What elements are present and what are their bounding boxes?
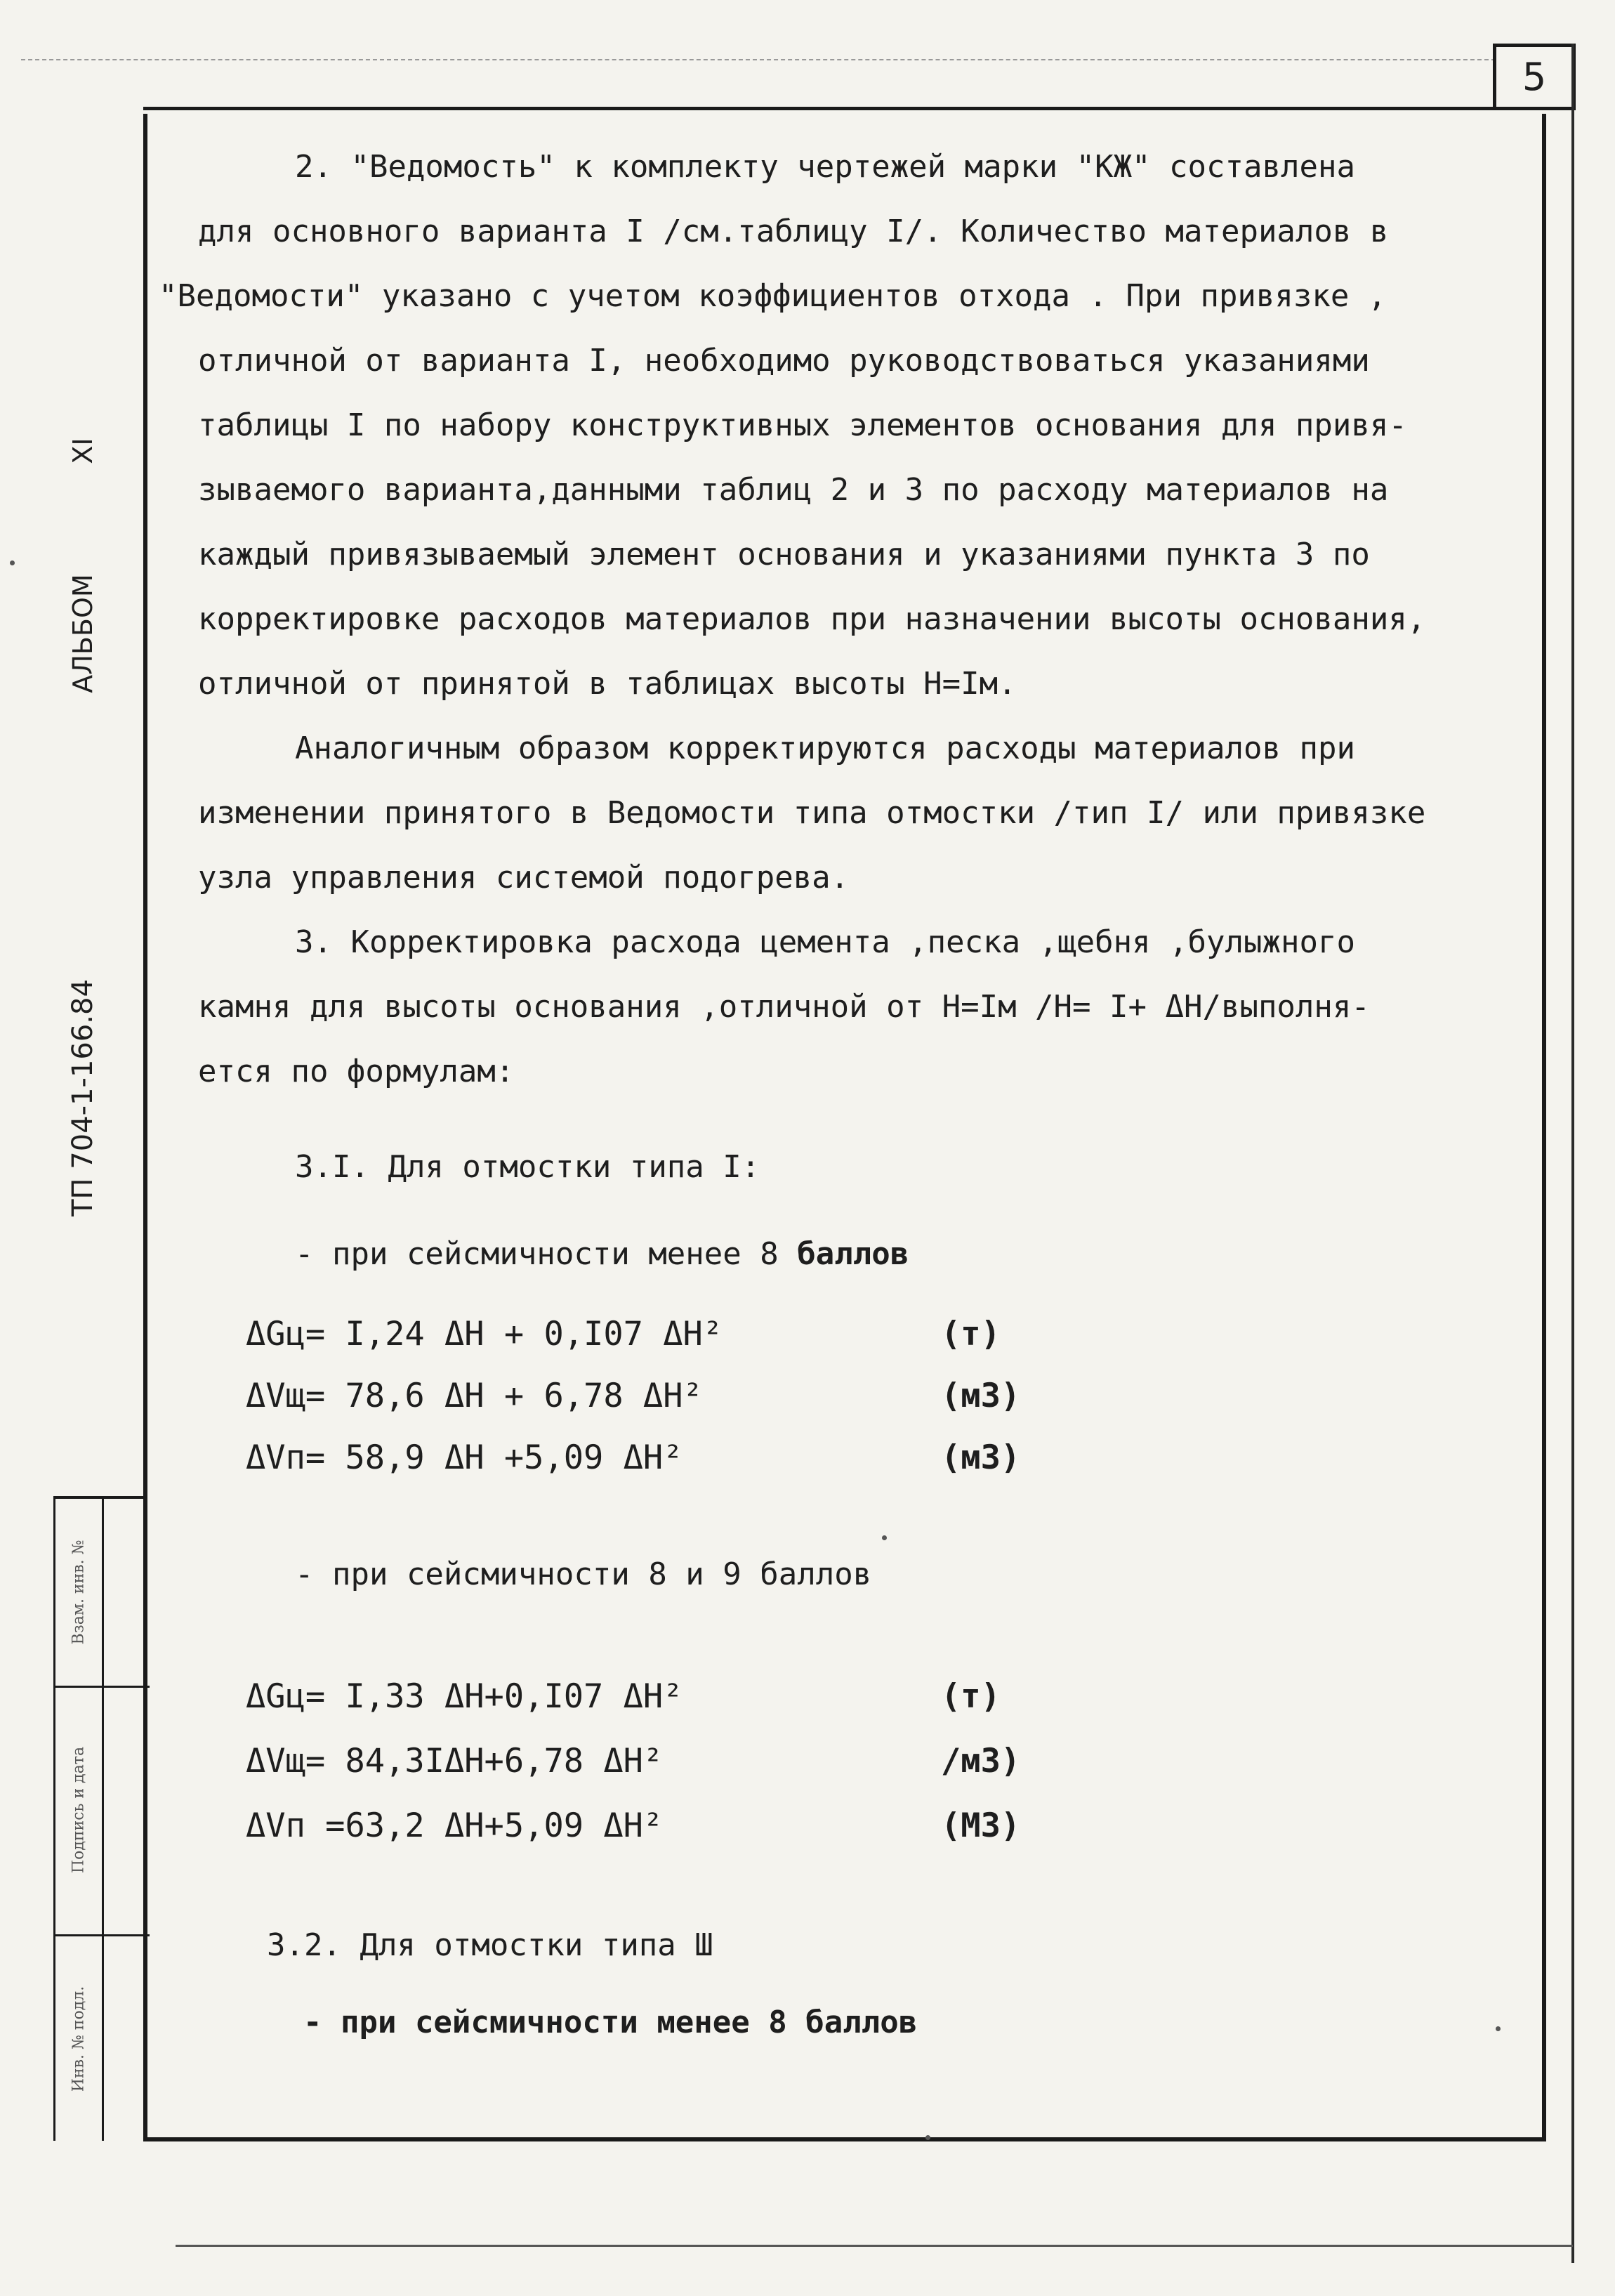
frame-top-line [143,107,1576,110]
paragraph-line: Аналогичным образом корректируются расходы материалов при [295,730,1355,766]
side-label-album-number: XI [67,438,98,464]
formula-expression: ΔGц= I,24 ΔH + 0,I07 ΔH² [246,1315,723,1353]
scan-speck [925,2135,930,2140]
stamp-table: Взам. инв. № Подпись и дата Инв. № подл. [53,1496,147,2141]
paragraph-line: узла управления системой подогрева. [198,860,850,896]
formula-unit: (м3) [941,1377,1021,1415]
formula-unit: (м3) [941,1438,1021,1477]
paragraph-line: отличной от принятой в таблицах высоты H=Iм. [198,666,1017,702]
section-3-2-heading: 3.2. Для отмостки типа Ш [267,1927,713,1963]
paragraph-line: ется по формулам: [198,1054,515,1089]
scan-speck [1496,2026,1501,2031]
paragraph-line: 2. "Ведомость" к комплекту чертежей марки "КЖ" составлена [295,149,1355,185]
condition-text: - при сейсмичности менее 8 [295,1236,798,1272]
paragraph-line: "Ведомости" указано с учетом коэффициентов отхода . При привязке , [159,278,1387,314]
side-label-project-code: ТП 704-1-166.84 [67,979,99,1216]
stamp-column-divider [102,1499,104,2141]
page-number: 5 [1493,44,1576,107]
paragraph-line: 3. Корректировка расхода цемента ,песка ,щебня ,булыжного [295,924,1355,960]
paragraph-line: таблицы I по набору конструктивных элементов основания для привя- [198,407,1407,443]
formula-unit: (т) [941,1677,1001,1716]
formula-expression: ΔVп= 58,9 ΔH +5,09 ΔH² [246,1438,683,1477]
paragraph-line: зываемого варианта,данными таблиц 2 и 3 по расходу материалов на [198,472,1389,508]
section-3-1-heading: 3.I. Для отмостки типа I: [295,1149,760,1185]
sheet-top-edge [21,59,1496,60]
sheet-bottom-edge [176,2245,1573,2247]
paragraph-line: для основного варианта I /см.таблицу I/. Количество материалов в [198,214,1389,249]
formula-unit: /м3) [941,1742,1021,1780]
side-label-album: АЛЬБОМ [67,574,98,693]
formula-expression: ΔVщ= 84,3IΔH+6,78 ΔH² [246,1742,664,1780]
formula-expression: ΔVщ= 78,6 ΔH + 6,78 ΔH² [246,1377,703,1415]
paragraph-line: отличной от варианта I, необходимо руководствоваться указаниями [198,343,1370,379]
condition-8-and-9: - при сейсмичности 8 и 9 баллов [295,1556,872,1592]
stamp-row-divider [55,1934,150,1936]
formula-unit: (т) [941,1315,1001,1353]
paragraph-line: изменении принятого в Ведомости типа отмостки /тип I/ или привязке [198,795,1426,831]
paragraph-line: камня для высоты основания ,отличной от H=Iм /H= I+ ΔH/выполня- [198,989,1370,1025]
scan-speck [882,1535,887,1540]
formula-unit: (М3) [941,1806,1021,1845]
condition-emphasis: баллов [797,1236,909,1272]
scan-speck [10,560,15,565]
stamp-row-divider [55,1686,150,1688]
condition-less-than-8 [295,1223,909,1286]
condition-less-than-8-type3: - при сейсмичности менее 8 баллов [303,2005,918,2040]
paragraph-line: корректировке расходов материалов при назначении высоты основания, [198,601,1426,637]
formula-expression: ΔGц= I,33 ΔH+0,I07 ΔH² [246,1677,683,1716]
sheet-right-edge [1571,44,1574,2263]
formula-expression: ΔVп =63,2 ΔH+5,09 ΔH² [246,1806,664,1845]
paragraph-line: каждый привязываемый элемент основания и указаниями пункта 3 по [198,537,1370,572]
